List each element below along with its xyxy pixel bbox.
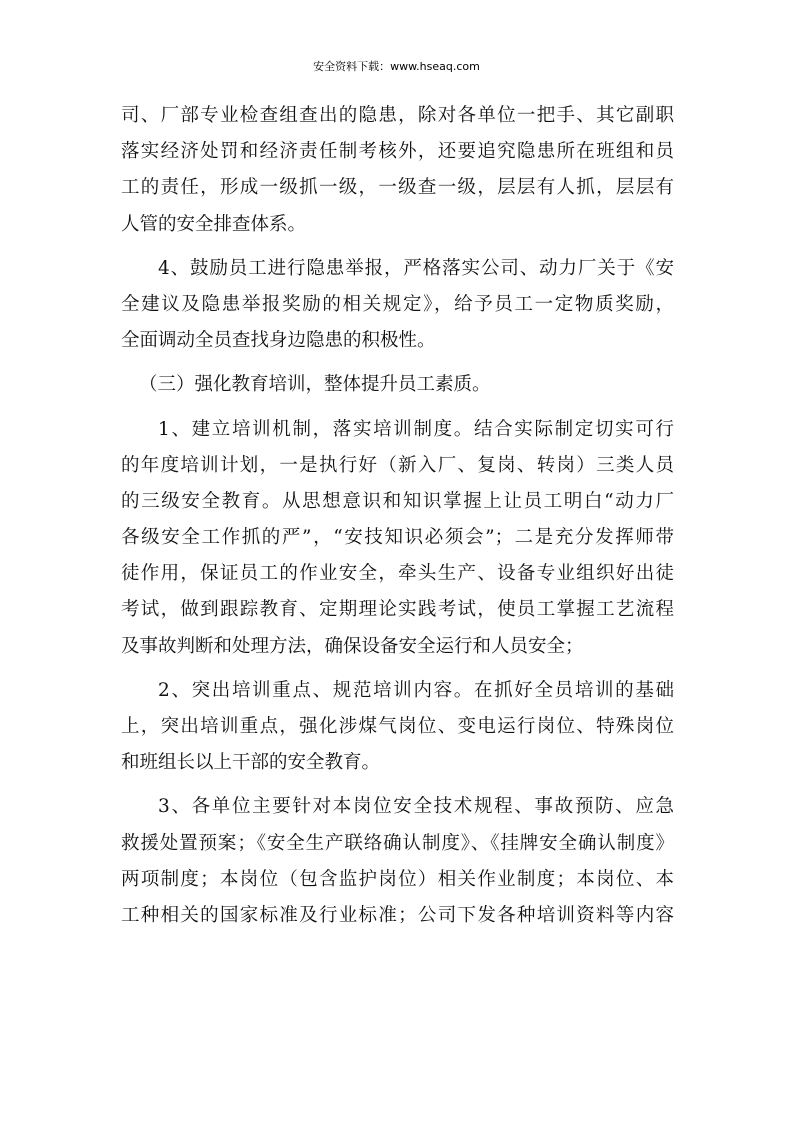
- text-line: 2、突出培训重点、规范培训内容。在抓好全员培训的基础: [158, 679, 674, 701]
- text-line: 考试，做到跟踪教育、定期理论实践考试，使员工掌握工艺流程: [121, 599, 674, 621]
- text-line: 的年度培训计划，一是执行好（新入厂、复岗、转岗）三类人员: [121, 454, 674, 476]
- text-line: 徒作用，保证员工的作业安全，牵头生产、设备专业组织好出徒: [121, 563, 674, 585]
- section-heading: （三）强化教育培训，整体提升员工素质。: [139, 374, 491, 396]
- text-line: 及事故判断和处理方法，确保设备安全运行和人员安全；: [121, 635, 584, 657]
- text-line: 3、各单位主要针对本岗位安全技术规程、事故预防、应急: [158, 796, 674, 818]
- text-line: 司、厂部专业检查组查出的隐患，除对各单位一把手、其它副职: [121, 105, 674, 126]
- text-line: 工的责任，形成一级抓一级，一级查一级，层层有人抓，层层有: [121, 177, 674, 199]
- text-line: 上，突出培训重点，强化涉煤气岗位、变电运行岗位、特殊岗位: [121, 716, 674, 737]
- text-line: 落实经济处罚和经济责任制考核外，还要追究隐患所在班组和员: [121, 141, 674, 163]
- text-line: 工种相关的国家标准及行业标准；公司下发各种培训资料等内容: [121, 904, 674, 926]
- text-line: 的三级安全教育。从思想意识和知识掌握上让员工明白“动力厂: [121, 490, 674, 512]
- body-text: [121, 98, 674, 934]
- text-line: 全建议及隐患举报奖励的相关规定》，给予员工一定物质奖励，: [121, 293, 674, 315]
- page-header: 安全资料下载：www.hseaq.com: [313, 60, 480, 73]
- text-line: 全面调动全员查找身边隐患的积极性。: [121, 330, 436, 352]
- text-line: 1、建立培训机制，落实培训制度。结合实际制定切实可行: [158, 418, 674, 440]
- text-line: 和班组长以上干部的安全教育。: [121, 752, 381, 774]
- text-line: 人管的安全排查体系。: [121, 213, 307, 235]
- text-line: 两项制度；本岗位（包含监护岗位）相关作业制度；本岗位、本: [121, 868, 674, 890]
- text-line: 4、鼓励员工进行隐患举报，严格落实公司、动力厂关于《安: [158, 257, 674, 279]
- text-line: 各级安全工作抓的严”，“安技知识必须会”；二是充分发挥师带: [121, 527, 674, 549]
- text-line: 救援处置预案；《安全生产联络确认制度》、《挂牌安全确认制度》: [121, 832, 674, 854]
